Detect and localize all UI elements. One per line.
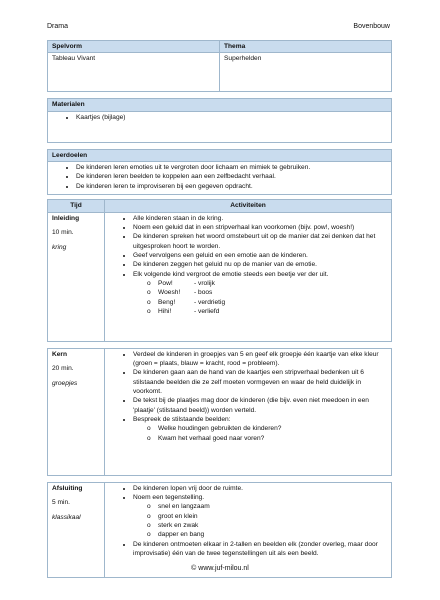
list-item: • Verdeel de kinderen in groepjes van 5 en geef elk groepje één kaartje van elke kleur (groen = plaats, blauw = kracht, rood = probleem). (133, 350, 387, 369)
list-item: • De tekst bij de plaatjes mag door de kinderen (die bijv. even niet meedoen in een 'plaatje' (stilstaand beeld)) worden verteld. (133, 396, 387, 415)
phase-form: kring (52, 244, 67, 252)
afsluiting-list (109, 484, 387, 559)
list-item: • Noem een geluid dat in een stripverhaal kan voorkomen (bijv. pow!, woesh!) (133, 223, 387, 232)
emotion-name: - boos (194, 289, 213, 297)
emotion-name: - verdrietig (194, 298, 226, 306)
list-item: • De kinderen gaan aan de hand van de kaartjes een stripverhaal bedenken uit 6 stilstaande beelden die ze zelf moeten vormgeven en waar de held duidelijk in voorkomt. (133, 368, 387, 396)
list-item-text: Noem een tegenstelling. (133, 493, 205, 501)
list-item (133, 493, 387, 540)
activiteiten-header: Activiteiten (105, 200, 392, 212)
opposite-item: o sterk en zwak (158, 521, 387, 530)
list-item-text: Bespreek de stilstaande beelden: (133, 416, 231, 424)
list-item: • De kinderen lopen vrij door de ruimte. (133, 484, 387, 493)
footer-copyright: © www.juf-milou.nl (191, 565, 249, 572)
emotion-item (158, 307, 387, 316)
phase-form: klassikaal (52, 514, 81, 522)
list-item: • Geef vervolgens een geluid en een emotie aan de kinderen. (133, 251, 387, 260)
emotions-list (133, 279, 387, 316)
opposite-item: o dapper en bang (158, 530, 387, 539)
question-item: o Welke houdingen gebruikten de kinderen? (158, 424, 387, 433)
opposite-item: o snel en langzaam (158, 502, 387, 511)
list-item: • De kinderen leren beelden te koppelen aan een zelfbedacht verhaal. (76, 172, 387, 181)
phase-duration: 5 min. (52, 498, 70, 506)
spelvorm-value: Tableau Vivant (48, 53, 220, 92)
emotion-sound: Beng! (158, 298, 176, 306)
leerdoelen-label: Leerdoelen (48, 149, 392, 161)
list-item: • Alle kinderen staan in de kring. (133, 214, 387, 223)
list-item: • Kaartjes (bijlage) (76, 113, 387, 122)
question-item: o Kwam het verhaal goed naar voren? (158, 434, 387, 443)
emotion-item (158, 279, 387, 288)
opposite-item: o groot en klein (158, 512, 387, 521)
materialen-list (52, 113, 387, 122)
phase-duration: 10 min. (52, 228, 74, 236)
spelvorm-label: Spelvorm (48, 41, 220, 53)
list-item (133, 270, 387, 317)
list-item: • De kinderen zeggen het geluid nu op de manier van de emotie. (133, 260, 387, 269)
questions-list (133, 424, 387, 443)
list-item: • De kinderen ontmoeten elkaar in 2-tallen en beelden elk (zonder overleg, maar door improvisatie) één van de twee tegenstellingen uit als een beeld. (133, 540, 387, 559)
phase-form: groepjes (52, 380, 78, 388)
emotion-sound: Pow! (158, 280, 173, 288)
lesson-plan (47, 40, 392, 578)
list-item: • De kinderen leren emoties uit te vergroten door lichaam en mimiek te gebruiken. (76, 163, 387, 172)
phase-duration: 20 min. (52, 364, 74, 372)
emotion-item (158, 298, 387, 307)
materialen-table (47, 98, 392, 142)
emotion-name: - vrolijk (194, 280, 215, 288)
leerdoelen-list (52, 163, 387, 191)
inleiding-list (109, 214, 387, 317)
list-item-text: Elk volgende kind vergroot de emotie steeds een beetje ver der uit. (133, 270, 329, 278)
table-row (48, 482, 392, 577)
leerdoelen-table (47, 149, 392, 195)
header-level: Bovenbouw (353, 23, 390, 30)
tijd-header: Tijd (48, 200, 105, 212)
emotion-sound: Woesh! (158, 289, 181, 297)
header-subject: Drama (47, 23, 69, 30)
thema-label: Thema (220, 41, 392, 53)
activiteiten-table (47, 199, 392, 577)
table-row (48, 212, 392, 341)
emotion-item (158, 288, 387, 297)
opposites-list (133, 502, 387, 539)
emotion-name: - verliefd (194, 308, 220, 316)
phase-name: Kern (52, 350, 68, 358)
list-item: • De kinderen leren te improviseren bij een gegeven opdracht. (76, 182, 387, 191)
list-item (133, 415, 387, 443)
kern-list (109, 350, 387, 444)
phase-name: Inleiding (52, 214, 80, 222)
thema-value: Superhelden (220, 53, 392, 92)
spelvorm-thema-table (47, 40, 392, 92)
list-item: • De kinderen spreken het woord omstebeurt uit op de manier dat zei denken dat het uitgesproken hoort te worden. (133, 232, 387, 251)
materialen-label: Materialen (48, 99, 392, 111)
emotion-sound: Hihi! (158, 308, 172, 316)
phase-name: Afsluiting (52, 484, 83, 492)
table-row (48, 348, 392, 475)
